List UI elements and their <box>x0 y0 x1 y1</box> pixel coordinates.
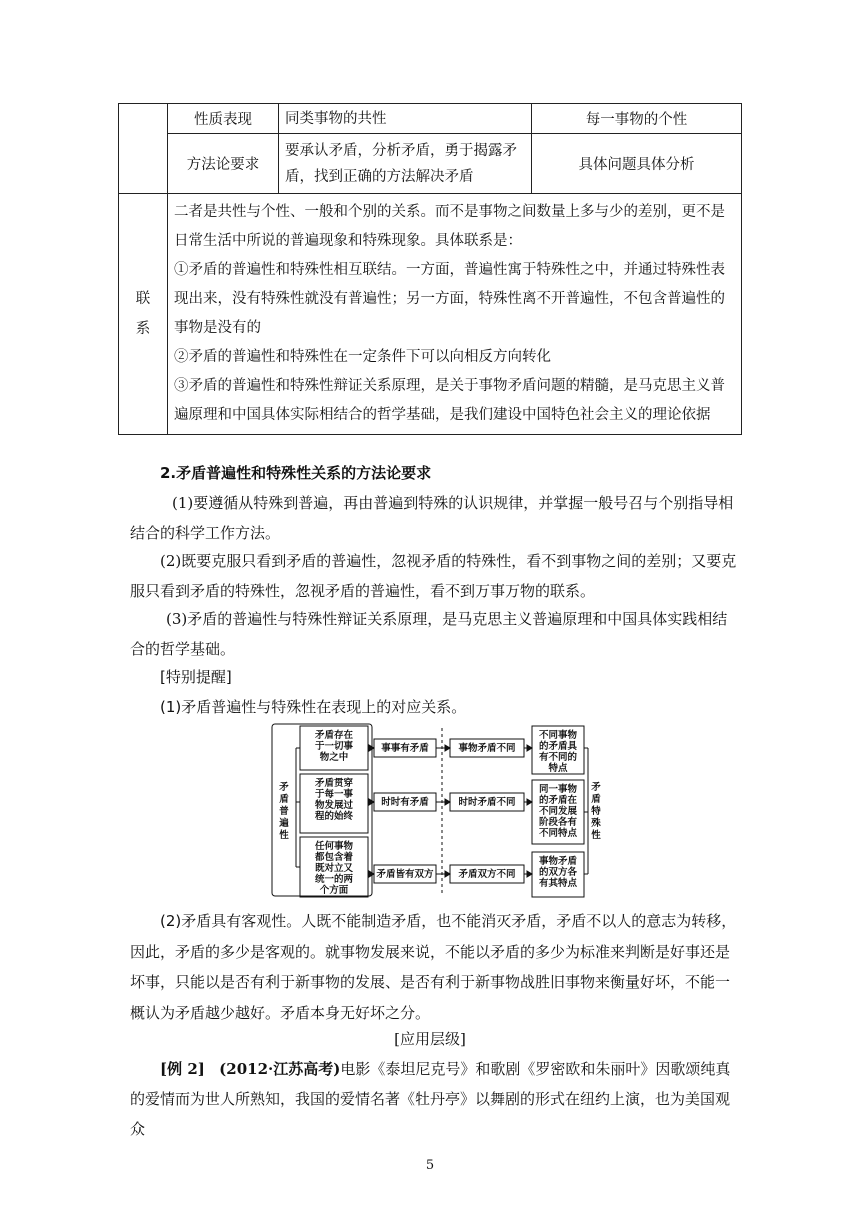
left-box-text: 矛盾存在 <box>314 730 354 741</box>
relation-line: ①矛盾的普遍性和特殊性相互联结。一方面，普遍性寓于特殊性之中，并通过特殊性表现出来，没有特殊性就没有普遍性；另一方面，特殊性离不开普遍性，不包含普遍性的事物是没有的 <box>174 262 725 336</box>
relation-line: ③矛盾的普遍性和特殊性辩证关系原理，是关于事物矛盾问题的精髓，是马克思主义普遍原理和中国具体实际相结合的哲学基础，是我们建设中国特色社会主义的理论依据 <box>174 378 725 423</box>
relation-label-char-2: 系 <box>135 321 151 337</box>
tip-paragraph: (1)矛盾普遍性与特殊性在表现上的对应关系。 <box>160 698 467 716</box>
page-number: 5 <box>425 1158 435 1173</box>
left-box-text: 个方面 <box>319 885 349 896</box>
method-universal: 要承认矛盾，分析矛盾，勇于揭露矛盾，找到正确的方法解决矛盾 <box>279 134 532 194</box>
arrow-head <box>527 799 532 805</box>
right-box-text: 的矛盾具 <box>538 741 578 752</box>
middle-left-text: 事事有矛盾 <box>381 743 429 754</box>
method-particular: 具体问题具体分析 <box>532 134 742 194</box>
diagram-right-title: 性 <box>591 830 601 841</box>
left-box-text: 都包含着 <box>314 852 354 863</box>
left-box-text: 于每一事 <box>314 789 354 800</box>
right-box-text: 的双方各 <box>538 867 578 878</box>
table-blank-cell <box>119 104 168 194</box>
left-box-text: 矛盾贯穿 <box>314 778 354 789</box>
row-label-nature: 性质表现 <box>168 104 279 134</box>
diagram-left-title: 性 <box>279 830 289 841</box>
left-box-text: 既对立又 <box>314 863 354 874</box>
right-box-text: 特点 <box>548 763 568 774</box>
left-box-text: 任何事物 <box>314 841 354 852</box>
right-box-text: 的矛盾在 <box>538 795 578 806</box>
right-box-text: 事物矛盾 <box>538 856 578 867</box>
right-box-text: 不同事物 <box>538 730 578 741</box>
right-box-text: 阶段各有 <box>538 817 578 828</box>
left-box-text: 程的始终 <box>314 811 354 822</box>
diagram-right-title: 盾 <box>591 794 601 805</box>
paragraph <box>130 488 742 548</box>
paragraph-text: (1)要遵循从特殊到普遍，再由普遍到特殊的认识规律，并掌握一般号召与个别指导相结合的科学工作方法。 <box>130 494 734 542</box>
arrow-head <box>527 745 532 751</box>
comparison-table <box>118 103 742 435</box>
relation-line: 二者是共性与个性、一般和个别的关系。而不是事物之间数量上多与少的差别，更不是日常生活中所说的普遍现象和特殊现象。具体联系是： <box>174 204 725 249</box>
example-text: 电影《泰坦尼克号》和歌剧《罗密欧和朱丽叶》因歌颂纯真的爱情而为世人所熟知，我国的爱情名著《牡丹亭》以舞剧的形式在纽约上演，也为美国观众 <box>130 1060 731 1138</box>
paragraph: (2)既要克服只看到矛盾的普遍性，忽视矛盾的特殊性，看不到事物之间的差别；又要克服只看到矛盾的特殊性，忽视矛盾的普遍性，看不到万事万物的联系。 <box>130 552 737 600</box>
arrow-head <box>527 871 532 877</box>
diagram-left-title: 普 <box>279 806 289 817</box>
diagram-left-title: 矛 <box>279 782 289 793</box>
correspondence-diagram <box>270 722 610 900</box>
diagram-right-title: 殊 <box>591 818 601 829</box>
relation-line: ②矛盾的普遍性和特殊性在一定条件下可以向相反方向转化 <box>174 349 551 365</box>
example-source: (2012·江苏高考) <box>219 1060 341 1078</box>
middle-right-text: 矛盾双方不同 <box>458 869 516 880</box>
left-box-text: 物发展过 <box>314 800 354 811</box>
apply-heading: [应用层级] <box>394 1030 466 1048</box>
right-box-text: 有其特点 <box>538 878 578 889</box>
example-paragraph <box>130 1054 742 1144</box>
diagram-right-title: 矛 <box>591 782 601 793</box>
diagram-left-title: 遍 <box>279 818 289 829</box>
middle-right-text: 事物矛盾不同 <box>458 743 516 754</box>
left-box-text: 于一切事 <box>314 741 354 752</box>
arrow-head <box>445 871 450 877</box>
right-box-text: 有不同的 <box>538 752 578 763</box>
row-label-method: 方法论要求 <box>168 134 279 194</box>
middle-left-text: 时时有矛盾 <box>381 797 429 808</box>
nature-universal: 同类事物的共性 <box>279 104 532 134</box>
arrow-head <box>445 745 450 751</box>
left-box-text: 物之中 <box>319 752 349 763</box>
diagram-left-title: 盾 <box>279 794 289 805</box>
relation-content <box>168 194 742 435</box>
example-tag: [例 2] <box>160 1060 205 1078</box>
tip-paragraph: (2)矛盾具有客观性。人既不能制造矛盾，也不能消灭矛盾，矛盾不以人的意志为转移，因此，矛盾的多少是客观的。就事物发展来说，不能以矛盾的多少为标准来判断是好事还是坏事，只能以是否有利于新事物的发展、是否有利于新事物战胜旧事物来衡量好坏，不能一概认为矛盾越少越好。矛盾本身无好坏之分。 <box>130 912 737 1022</box>
arrow-head <box>445 799 450 805</box>
right-box-text: 不同发展 <box>538 806 578 817</box>
right-box-text: 同一事物 <box>538 784 578 795</box>
relation-label <box>119 194 168 435</box>
relation-label-char-1: 联 <box>135 291 151 307</box>
right-box-text: 不同特点 <box>538 828 578 839</box>
nature-particular: 每一事物的个性 <box>532 104 742 134</box>
left-box-text: 统一的两 <box>314 874 354 885</box>
section-heading: 2.矛盾普遍性和特殊性关系的方法论要求 <box>160 464 432 482</box>
paragraph: (3)矛盾的普遍性与特殊性辩证关系原理，是马克思主义普遍原理和中国具体实践相结合的哲学基础。 <box>130 610 728 658</box>
middle-left-text: 矛盾皆有双方 <box>376 869 434 880</box>
middle-right-text: 时时矛盾不同 <box>458 797 516 808</box>
diagram-right-title: 特 <box>591 806 601 817</box>
tip-heading: [特别提醒] <box>160 668 232 686</box>
